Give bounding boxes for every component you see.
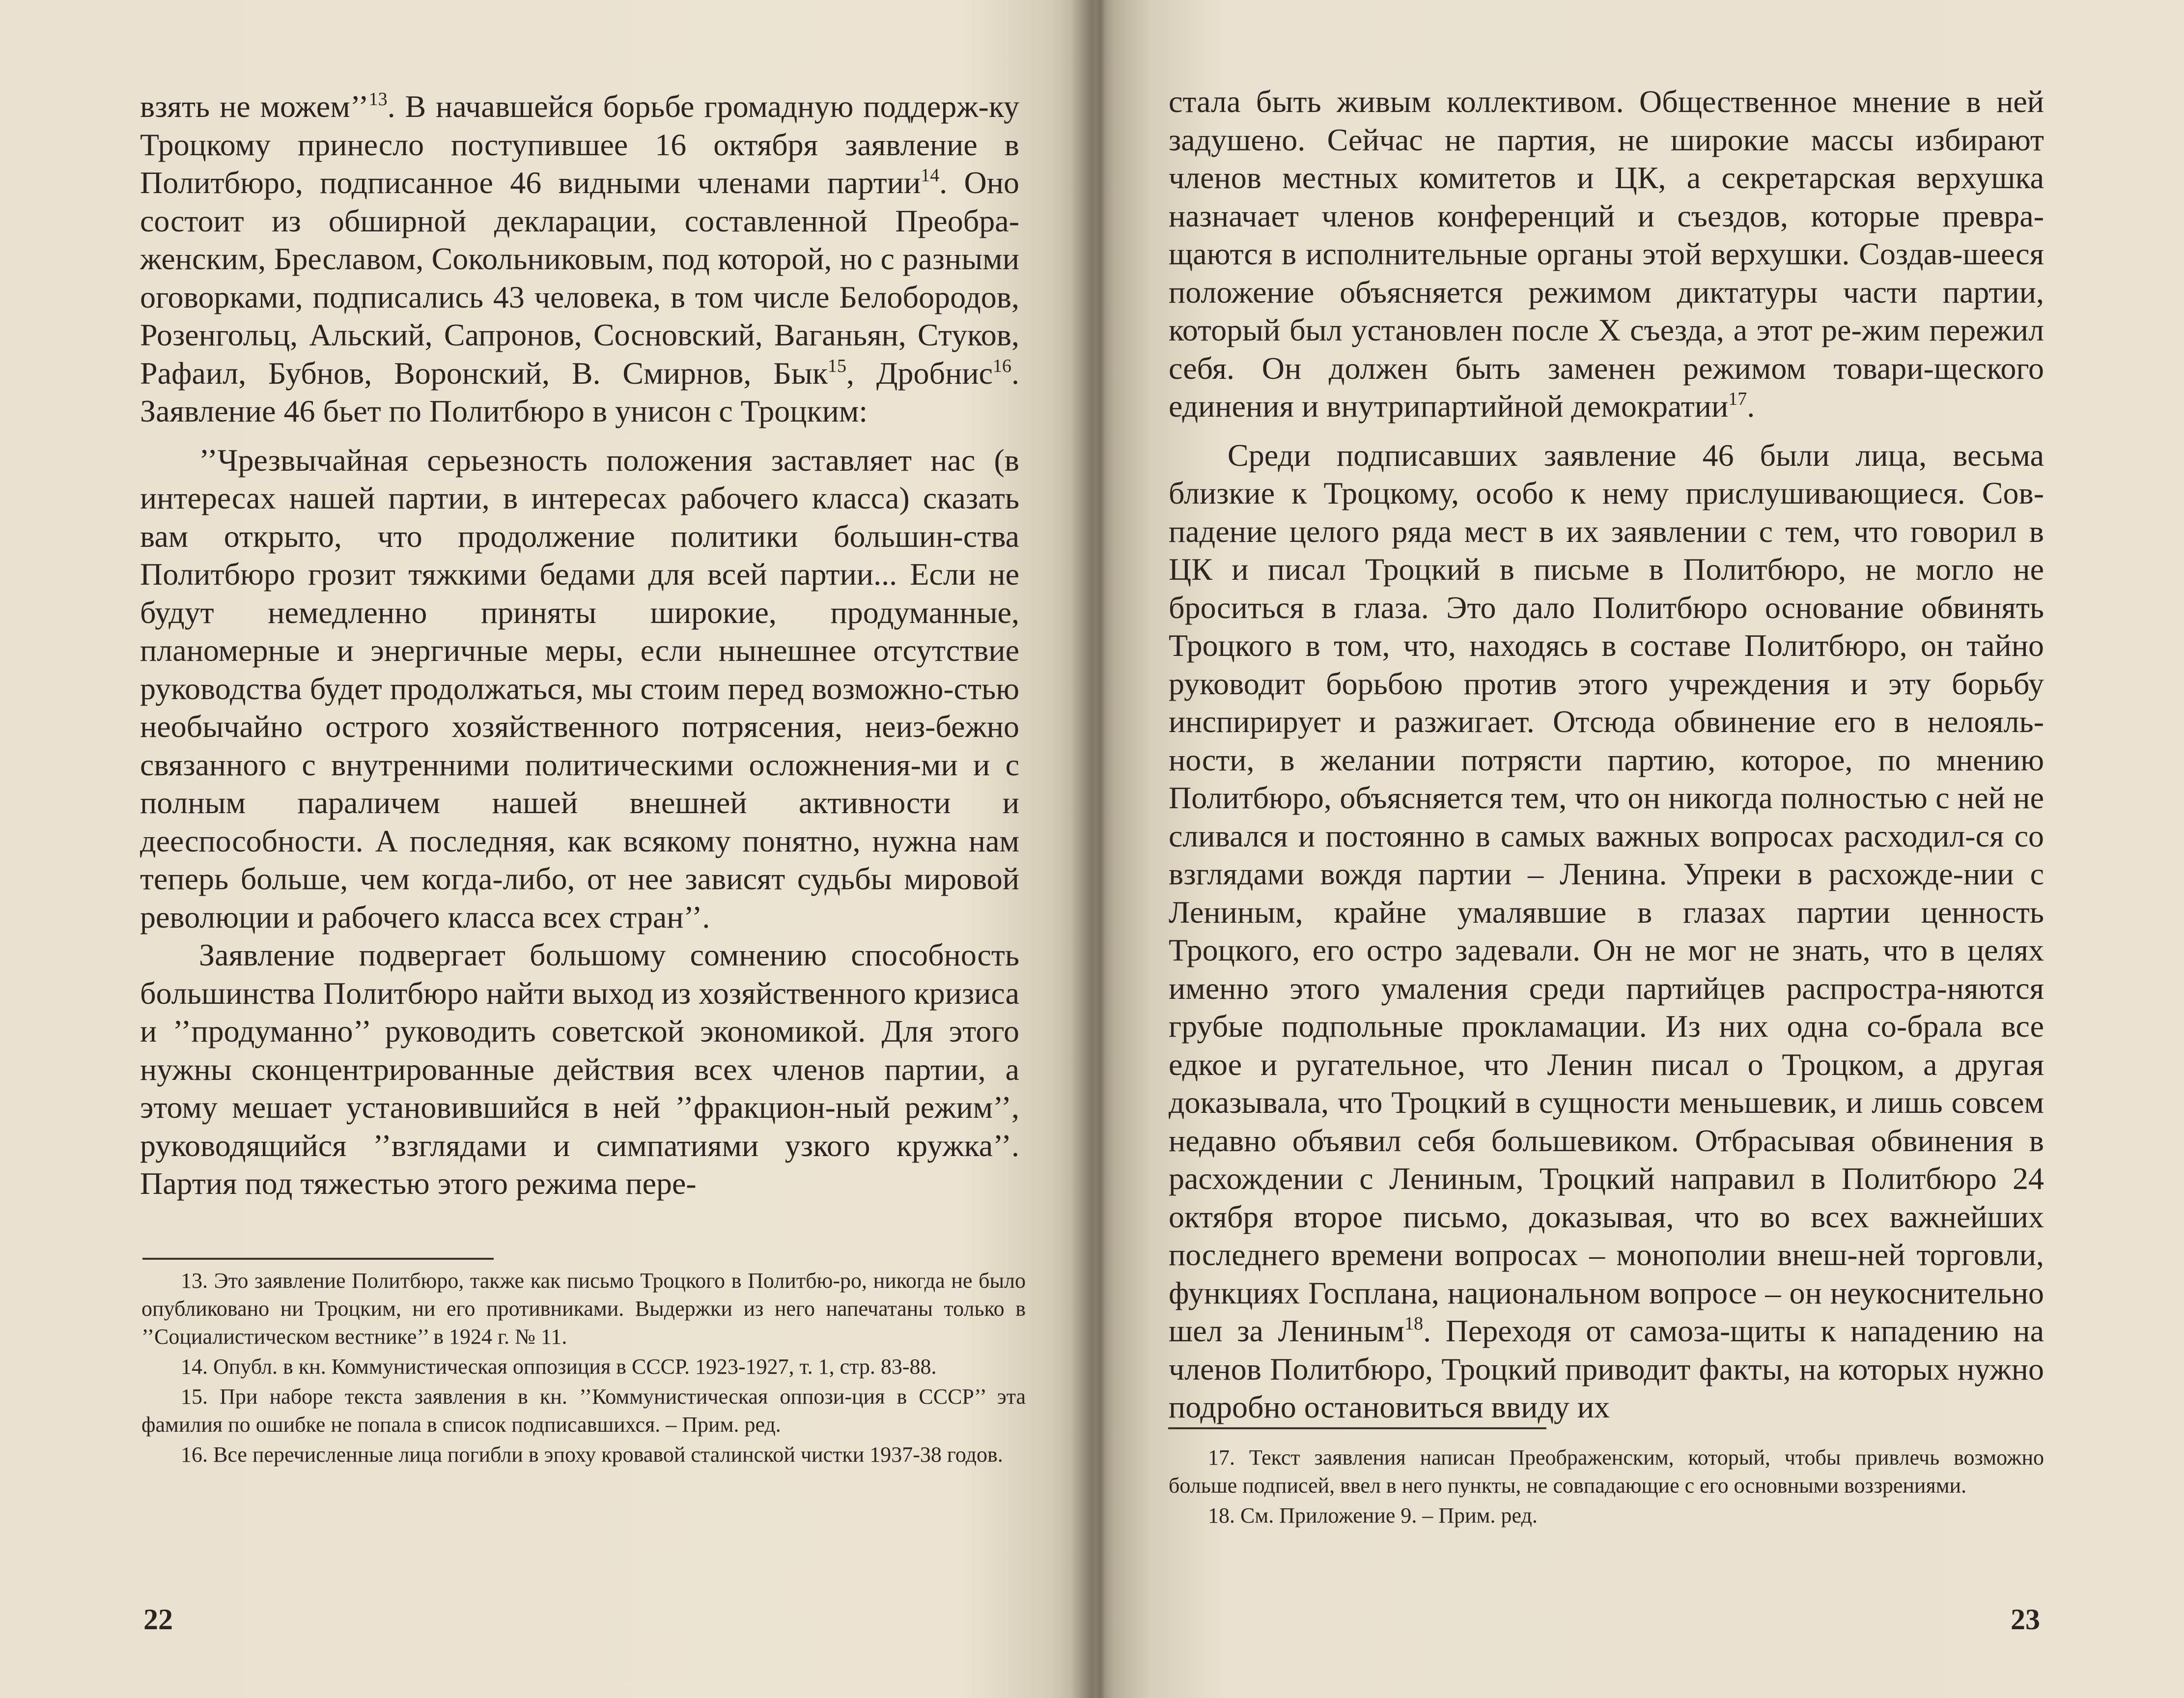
right-page <box>1092 0 2184 1698</box>
footnote: 13. Это заявление Политбюро, также как письмо Троцкого в Политбю-ро, никогда не было опубликовано ни Троцким, ни его противниками. Выдержки из него напечатаны только в ’’Социалистическом вестнике’’ в 1924 г. № 11. <box>141 1269 1026 1349</box>
footnote-divider <box>142 1258 494 1260</box>
right-body-text <box>1169 83 2044 1426</box>
footnote-ref: 14 <box>921 165 940 186</box>
footnote: 16. Все перечисленные лица погибли в эпоху кровавой сталинской чистки 1937-38 годов. <box>181 1443 1003 1467</box>
right-footnotes <box>1169 1443 2044 1531</box>
paragraph: стала быть живым коллективом. Общественное мнение в ней задушено. Сейчас не партия, не широкие массы избирают членов местных комитетов и ЦК, а секретарская верхушка назначает членов конференций и съездов, которые превра-щаются в исполнительные органы этой верхушки. Создав-шееся положение объясняется режимом диктатуры части партии, который был установлен после X съезда, а этот ре-жим пережил себя. Он должен быть заменен режимом товари-щеского единения и внутрипартийной демократии$^{17}$. <box>1169 84 2044 424</box>
footnote: 18. См. Приложение 9. – Прим. ред. <box>1208 1503 1538 1528</box>
page-number: 23 <box>2011 1603 2040 1636</box>
page-number: 22 <box>143 1603 173 1636</box>
footnote-divider <box>1168 1427 1546 1429</box>
footnote-ref: 18 <box>1404 1313 1424 1334</box>
quote-paragraph: ’’Чрезвычайная серьезность положения заставляет нас (в интересах нашей партии, в интересах рабочего класса) сказать вам открыто, что продолжение политики большин-ства Политбюро грозит тяжкими бедами для всей партии... Если не будут немедленно приняты широкие, продуманные, планомерные и энергичные меры, если нынешнее отсутствие руководства будет продолжаться, мы стоим перед возможно-стью необычайно острого хозяйственного потрясения, неиз-бежно связанного с внутренними политическими осложнения-ми и с полным параличем нашей внешней активности и дееспособности. А последняя, как всякому понятно, нужна нам теперь больше, чем когда-либо, от нее зависят судьбы мировой революции и рабочего класса всех стран’’. <box>140 442 1019 934</box>
paragraph: Заявление подвергает большому сомнению способность большинства Политбюро найти выход из хозяйственного кризиса и ’’продуманно’’ руководить советской экономикой. Для этого нужны сконцентрированные действия всех членов партии, а этому мешает установившийся в ней ’’фракцион-ный режим’’, руководящийся ’’взглядами и симпатиями узкого кружка’’. Партия под тяжестью этого режима пере- <box>140 937 1019 1201</box>
footnote-ref: 17 <box>1728 389 1747 409</box>
footnote-ref: 13 <box>368 89 388 110</box>
paragraph: Среди подписавших заявление 46 были лица, весьма близкие к Троцкому, особо к нему прислушивающиеся. Сов-падение целого ряда мест в их заявлении с тем, что говорил в ЦК и писал Троцкий в письме в Политбюро, не могло не броситься в глаза. Это дало Политбюро основание обвинять Троцкого в том, что, находясь в составе Политбюро, он тайно руководит борьбою против этого учреждения и эту борьбу инспирирует и разжигает. Отсюда обвинение его в нелояль-ности, в желании потрясти партию, которое, по мнению Политбюро, объясняется тем, что он никогда полностью с ней не сливался и постоянно в самых важных вопросах расходил-ся со взглядами вождя партии – Ленина. Упреки в расхожде-нии с Лениным, крайне умалявшие в глазах партии ценность Троцкого, его остро задевали. Он не мог не знать, что в целях именно этого умаления среди партийцев распростра-няются грубые подпольные прокламации. Из них одна со-брала все едкое и ругательное, что Ленин писал о Троцком, а другая доказывала, что Троцкий в сущности меньшевик, и лишь совсем недавно объявил себя большевиком. Отбрасывая обвинения в расхождении с Лениным, Троцкий направил в Политбюро 24 октября второе письмо, доказывая, что во всех важнейших последнего времени вопросах – монополии внеш-ней торговли, функциях Госплана, национальном вопросе – он неукоснительно шел за Лениным$^{18}$. Переходя от самоза-щиты к нападению на членов Политбюро, Троцкий приводит факты, на которых нужно подробно остановиться ввиду их <box>1169 437 2044 1424</box>
left-body-text <box>140 87 1019 1203</box>
footnote: 17. Текст заявления написан Преображенским, который, чтобы привлечь возможно больше подписей, ввел в него пункты, не совпадающие с его основными воззрениями. <box>1169 1445 2044 1498</box>
left-footnotes <box>141 1267 1026 1471</box>
footnote-ref: 15 <box>828 355 847 376</box>
footnote: 14. Опубл. в кн. Коммунистическая оппозиция в СССР. 1923-1927, т. 1, стр. 83-88. <box>181 1355 937 1379</box>
footnote: 15. При наборе текста заявления в кн. ’’Коммунистическая оппози-ция в СССР’’ эта фамилия по ошибке не попала в список подписавшихся. – Прим. ред. <box>141 1385 1026 1437</box>
paragraph: взять не можем’’$^{13}$. В начавшейся борьбе громадную поддерж-ку Троцкому принесло поступившее 16 октября заявление в Политбюро, подписанное 46 видными членами партии$^{14}$. Оно состоит из обширной декларации, составленной Преобра-женским, Бреславом, Сокольниковым, под которой, но с разными оговорками, подписались 43 человека, в том числе Белобородов, Розенгольц, Альский, Сапронов, Сосновский, Ваганьян, Стуков, Рафаил, Бубнов, Воронский, В. Смирнов, Бык$^{15}$, Дробнис$^{16}$. Заявление 46 бьет по Политбюро в унисон с Троцким: <box>140 89 1020 428</box>
footnote-ref: 16 <box>993 355 1012 376</box>
